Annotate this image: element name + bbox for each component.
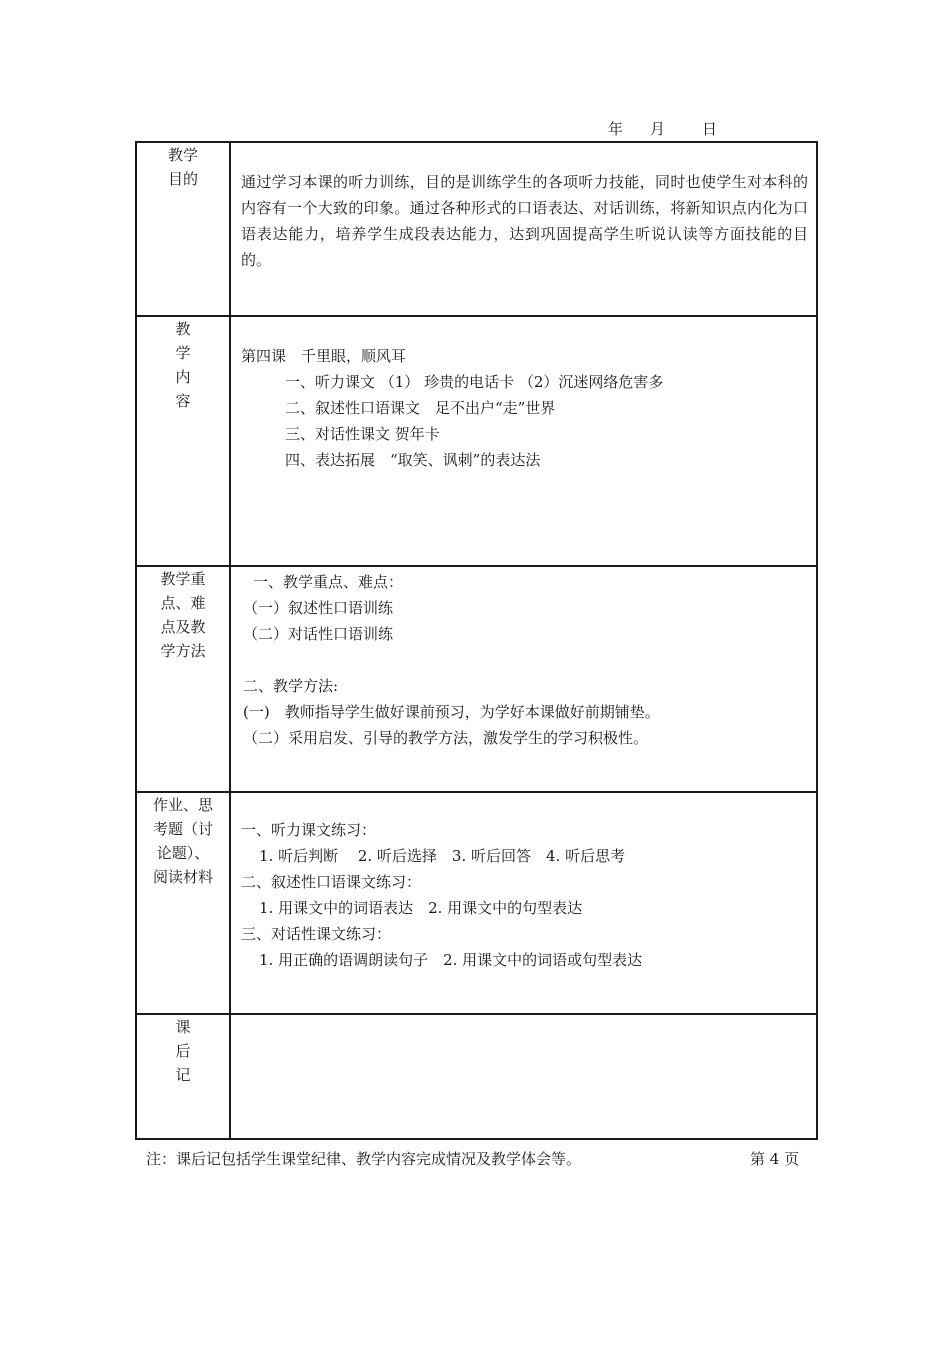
key-point-item: （一）叙述性口语训练	[243, 599, 394, 617]
homework-items: 1. 听后判断 2. 听后选择 3. 听后回答 4. 听后思考	[259, 847, 626, 865]
methods-heading: 二、教学方法:	[243, 677, 339, 695]
content-item: 一、听力课文 （1） 珍贵的电话卡 （2）沉迷网络危害多	[285, 373, 664, 391]
content-item: 四、表达拓展 “取笑、讽刺”的表达法	[285, 451, 541, 469]
row-content	[136, 316, 817, 566]
footer-note: 注：课后记包括学生课堂纪律、教学内容完成情况及教学体会等。	[146, 1150, 582, 1168]
method-item: (一) 教师指导学生做好课前预习，为学好本课做好前期铺垫。	[243, 703, 660, 721]
label-reflection: 课 后 记	[136, 1014, 230, 1139]
method-item: （二）采用启发、引导的教学方法，激发学生的学习积极性。	[243, 729, 649, 747]
row-homework	[136, 792, 817, 1014]
date-day: 日	[702, 120, 718, 138]
homework-items: 1. 用课文中的词语表达 2. 用课文中的句型表达	[259, 899, 583, 917]
label-content: 教 学 内 容	[136, 316, 230, 566]
page-number: 第 4 页	[750, 1150, 800, 1168]
row-key-points	[136, 566, 817, 792]
content-item: 二、叙述性口语课文 足不出户“走”世界	[285, 399, 556, 417]
footer	[0, 1148, 952, 1170]
content-content	[230, 316, 817, 566]
label-key-points: 教学重 点、难 点及教 学方法	[136, 566, 230, 792]
homework-section: 三、对话性课文练习：	[241, 925, 392, 943]
content-objective	[230, 142, 817, 316]
date-month: 月	[650, 120, 666, 138]
lesson-plan-table	[135, 141, 818, 1140]
homework-section: 二、叙述性口语课文练习：	[241, 873, 422, 891]
label-homework: 作业、思 考题（讨 论题）、 阅读材料	[136, 792, 230, 1014]
homework-items: 1. 用正确的语调朗读句子 2. 用课文中的词语或句型表达	[259, 951, 643, 969]
key-point-item: （二）对话性口语训练	[243, 625, 394, 643]
key-points-heading: 一、教学重点、难点：	[253, 573, 404, 591]
date-line	[0, 118, 952, 140]
row-reflection	[136, 1014, 817, 1139]
content-reflection	[230, 1014, 817, 1139]
date-year: 年	[608, 120, 624, 138]
lesson-title: 第四课 千里眼，顺风耳	[241, 347, 407, 365]
label-objective: 教学 目的	[136, 142, 230, 316]
content-homework	[230, 792, 817, 1014]
content-item: 三、对话性课文 贺年卡	[285, 425, 440, 443]
homework-section: 一、听力课文练习：	[241, 821, 377, 839]
row-objective	[136, 142, 817, 316]
content-key-points	[230, 566, 817, 792]
objective-text: 通过学习本课的听力训练，目的是训练学生的各项听力技能，同时也使学生对本科的内容有一个大致的印象。通过各种形式的口语表达、对话训练，将新知识点内化为口语表达能力，培养学生成段表达能力，达到巩固提高学生听说认读等方面技能的目的。	[241, 173, 808, 269]
